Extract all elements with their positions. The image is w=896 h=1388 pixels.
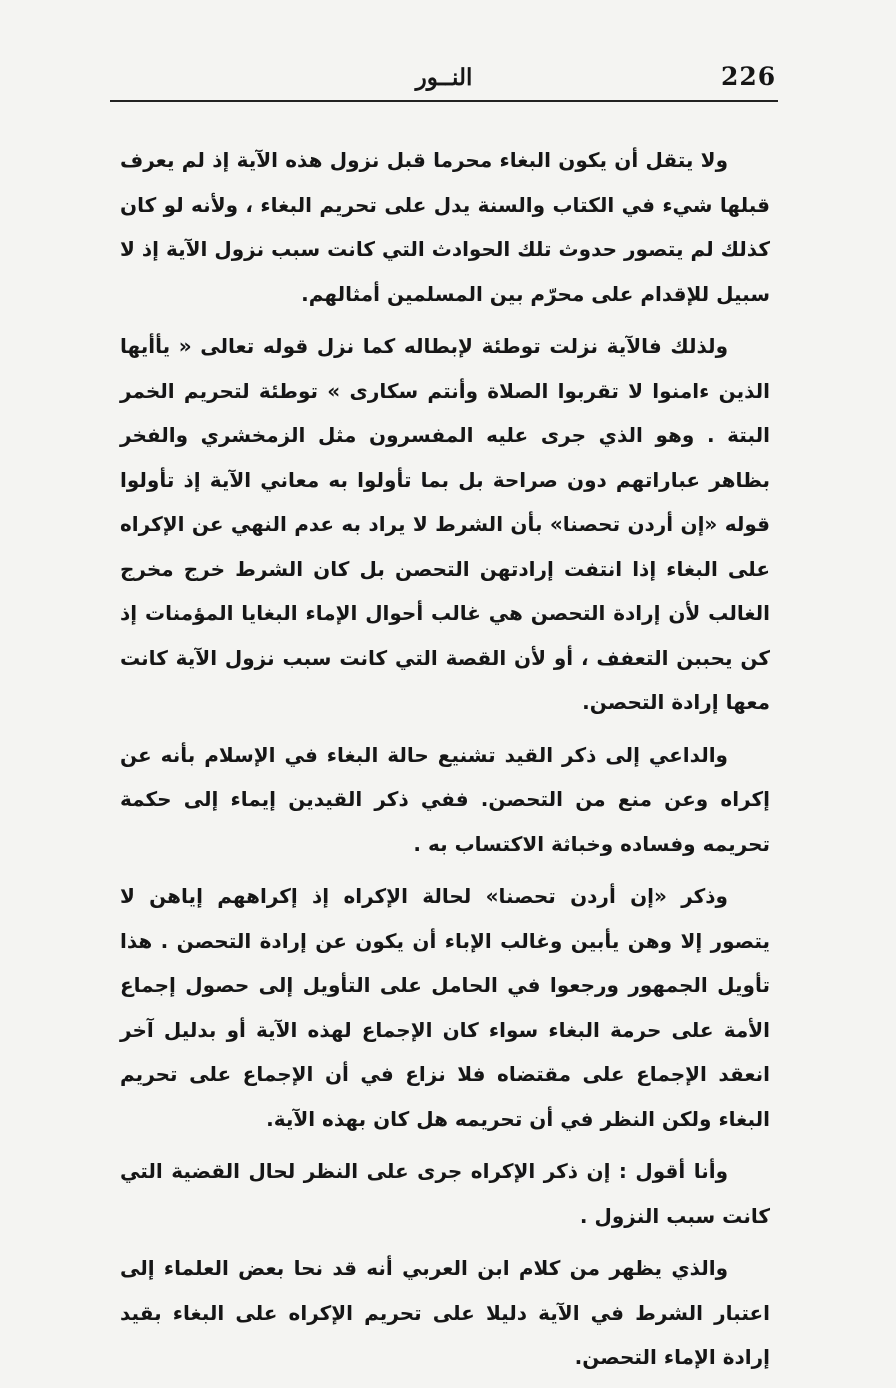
- running-title: النــور: [415, 64, 473, 91]
- paragraph-2: ولذلك فالآية نزلت توطئة لإبطاله كما نزل قوله تعالى « يأأيها الذين ءامنوا لا تقربوا الصلاة وأنتم سكارى » توطئة لتحريم الخمر البتة . وهو الذي جرى عليه المفسرون مثل الزمخشري والفخر بظاهر عباراتهم دون صراحة بل بما تأولوا به معاني الآية إذ تأولوا قوله «إن أردن تحصنا» بأن الشرط لا يراد به عدم النهي عن الإكراه على البغاء إذا انتفت إرادتهن التحصن بل كان الشرط خرج مخرج الغالب لأن إرادة التحصن هي غالب أحوال الإماء البغايا المؤمنات إذ كن يحببن التعفف ، أو لأن القصة التي كانت سبب نزول الآية كانت معها إرادة التحصن.: [120, 334, 770, 714]
- page-number: 226: [721, 62, 777, 91]
- paragraph-6: والذي يظهر من كلام ابن العربي أنه قد نحا بعض العلماء إلى اعتبار الشرط في الآية دليلا على تحريم الإكراه على البغاء بقيد إرادة الإماء التحصن.: [120, 1256, 770, 1369]
- page-header: [110, 58, 778, 98]
- header-divider: [110, 100, 778, 102]
- body-text: [120, 138, 770, 1388]
- paragraph-4: وذكر «إن أردن تحصنا» لحالة الإكراه إذ إكراههم إياهن لا يتصور إلا وهن يأبين وغالب الإباء أن يكون عن إرادة التحصن . هذا تأويل الجمهور ورجعوا في الحامل على التأويل إلى حصول إجماع الأمة على حرمة البغاء سواء كان الإجماع لهذه الآية أو بدليل آخر انعقد الإجماع على مقتضاه فلا نزاع في أن الإجماع على تحريم البغاء ولكن النظر في أن تحريمه هل كان بهذه الآية.: [120, 884, 770, 1131]
- paragraph-1: ولا يتقل أن يكون البغاء محرما قبل نزول هذه الآية إذ لم يعرف قبلها شيء في الكتاب والسنة يدل على تحريم البغاء ، ولأنه لو كان كذلك لم يتصور حدوث تلك الحوادث التي كانت سبب نزول الآية إذ لا سبيل للإقدام على محرّم بين المسلمين أمثالهم.: [120, 148, 770, 306]
- paragraph-3: والداعي إلى ذكر القيد تشنيع حالة البغاء في الإسلام بأنه عن إكراه وعن منع من التحصن. ففي ذكر القيدين إيماء إلى حكمة تحريمه وفساده وخباثة الاكتساب به .: [120, 742, 770, 856]
- paragraph-5: وأنا أقول : إن ذكر الإكراه جرى على النظر لحال القضية التي كانت سبب النزول .: [120, 1159, 770, 1228]
